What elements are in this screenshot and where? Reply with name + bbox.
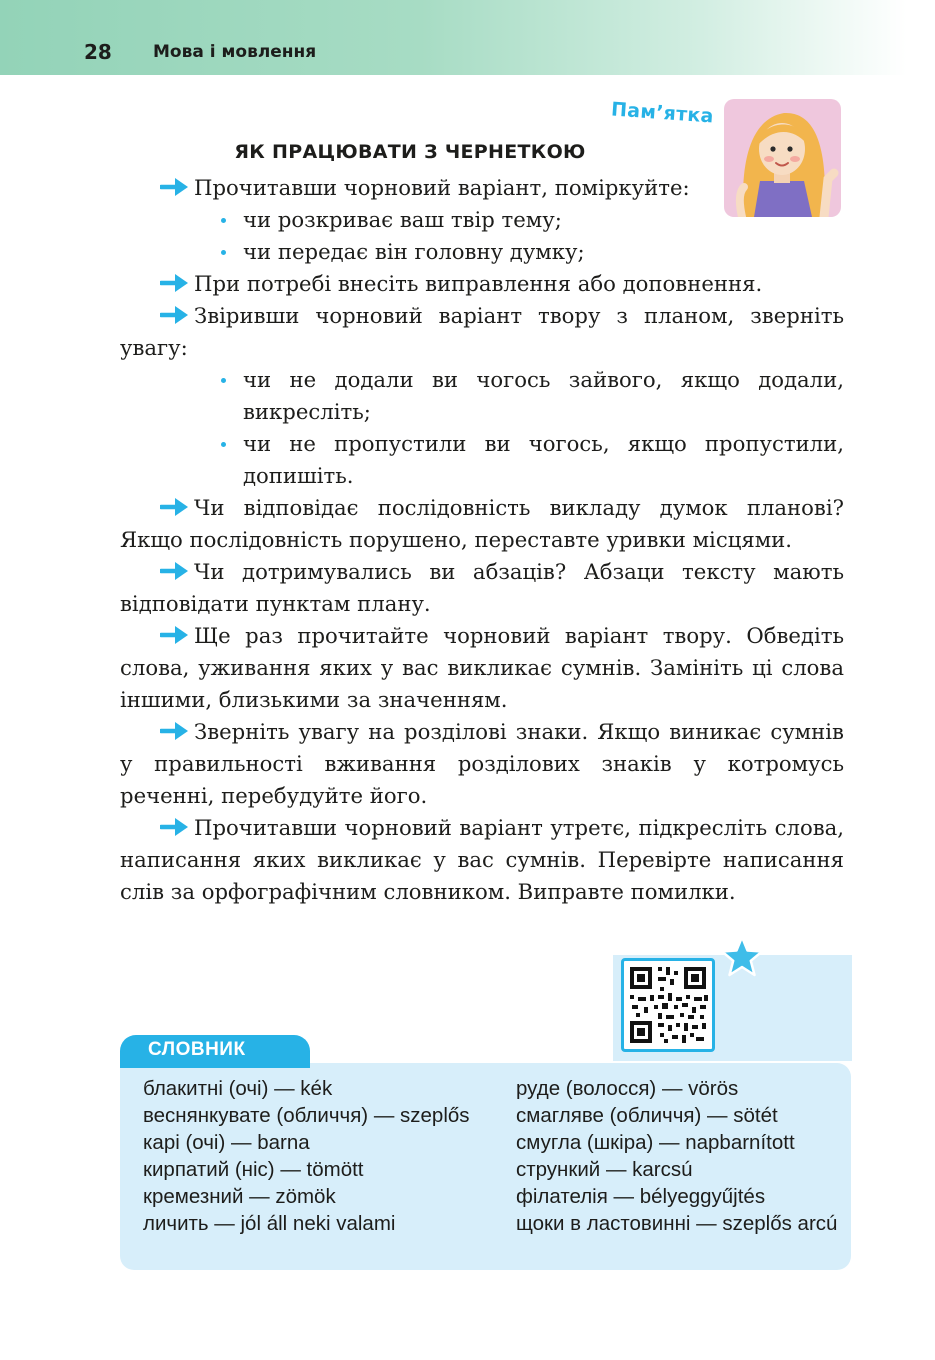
memo-text <box>120 172 844 908</box>
list-item-text: чи передає він головну думку; <box>243 239 585 264</box>
arrow-right-icon <box>160 816 190 838</box>
dictionary-entry: блакитні (очі) — kék <box>143 1077 333 1100</box>
bullet-dot-icon <box>221 218 226 223</box>
page-header-band <box>0 0 935 75</box>
dictionary-entry: кирпатий (ніс) — tömött <box>143 1158 364 1181</box>
list-item <box>120 236 844 268</box>
bullet-dot-icon <box>221 442 226 447</box>
list-item <box>120 428 844 492</box>
paragraph-1-text: Прочитавши чорновий варіант, поміркуйте: <box>194 175 690 200</box>
paragraph-2-text: При потребі внесіть виправлення або доповнення. <box>194 271 763 296</box>
bullet-dot-icon <box>221 250 226 255</box>
paragraph-3 <box>120 300 844 364</box>
list-item-text: чи розкриває ваш твір тему; <box>243 207 562 232</box>
dictionary-column-left <box>143 1075 483 1237</box>
arrow-right-icon <box>160 304 190 326</box>
section-title: Мова і мовлення <box>153 42 317 62</box>
dictionary-column-right <box>516 1075 851 1237</box>
arrow-right-icon <box>160 560 190 582</box>
paragraph-5 <box>120 556 844 620</box>
paragraph-7 <box>120 716 844 812</box>
page-number: 28 <box>84 40 112 64</box>
dictionary-label: СЛОВНИК <box>148 1039 246 1060</box>
list-item <box>120 364 844 428</box>
paragraph-1 <box>120 172 703 204</box>
memo-label: Пам’ятка <box>610 98 715 128</box>
list-item-text: чи не пропустили ви чогось, якщо пропустили, допишіть. <box>243 431 844 488</box>
list-item-text: чи не додали ви чогось зайвого, якщо додали, викресліть; <box>243 367 844 424</box>
list-item <box>120 204 844 236</box>
dictionary-entry: кремезний — zömök <box>143 1185 336 1208</box>
paragraph-8 <box>120 812 844 908</box>
bullet-dot-icon <box>221 378 226 383</box>
paragraph-4 <box>120 492 844 556</box>
dictionary-entry: личить — jól áll neki valami <box>143 1212 396 1235</box>
arrow-right-icon <box>160 496 190 518</box>
paragraph-2 <box>120 268 844 300</box>
paragraph-4-text: Чи відповідає послідовність викладу думок планові? Якщо послідовність порушено, переставте уривки місцями. <box>120 495 844 552</box>
arrow-right-icon <box>160 176 190 198</box>
dictionary-entry: філателія — bélyeggyűjtés <box>516 1185 766 1208</box>
arrow-right-icon <box>160 272 190 294</box>
dictionary-entry: стрункий — karcsú <box>516 1158 693 1181</box>
arrow-right-icon <box>160 624 190 646</box>
dictionary-entry: руде (волосся) — vörös <box>516 1077 739 1100</box>
dictionary-entry: щоки в ластовинні — szeplős arcú <box>516 1212 838 1235</box>
paragraph-6 <box>120 620 844 716</box>
star-icon <box>718 933 766 981</box>
qr-code-icon[interactable] <box>621 958 715 1052</box>
dictionary-entry: карі (очі) — barna <box>143 1131 310 1154</box>
paragraph-5-text: Чи дотримувались ви абзаців? Абзаци тексту мають відповідати пунктам плану. <box>120 559 844 616</box>
dictionary-entry: смагляве (обличчя) — sötét <box>516 1104 778 1127</box>
dictionary-entry: веснянкувате (обличчя) — szeplős <box>143 1104 470 1127</box>
arrow-right-icon <box>160 720 190 742</box>
paragraph-6-text: Ще раз прочитайте чорновий варіант твору. Обведіть слова, уживання яких у вас викликає сумнів. Замініть ці слова іншими, близькими за значенням. <box>120 623 844 712</box>
dictionary-entry: смугла (шкіра) — napbarnított <box>516 1131 795 1154</box>
page-title: ЯК ПРАЦЮВАТИ З ЧЕРНЕТКОЮ <box>234 141 586 163</box>
paragraph-7-text: Зверніть увагу на розділові знаки. Якщо виникає сумнів у правильності вживання розділових знаків у котромусь реченні, перебудуйте його. <box>120 719 844 808</box>
paragraph-3-text: Звіривши чорновий варіант твору з планом, зверніть увагу: <box>120 303 844 360</box>
paragraph-8-text: Прочитавши чорновий варіант утретє, підкресліть слова, написання яких викликає у вас сумнів. Перевірте написання слів за орфографічним словником. Виправте помилки. <box>120 815 844 904</box>
